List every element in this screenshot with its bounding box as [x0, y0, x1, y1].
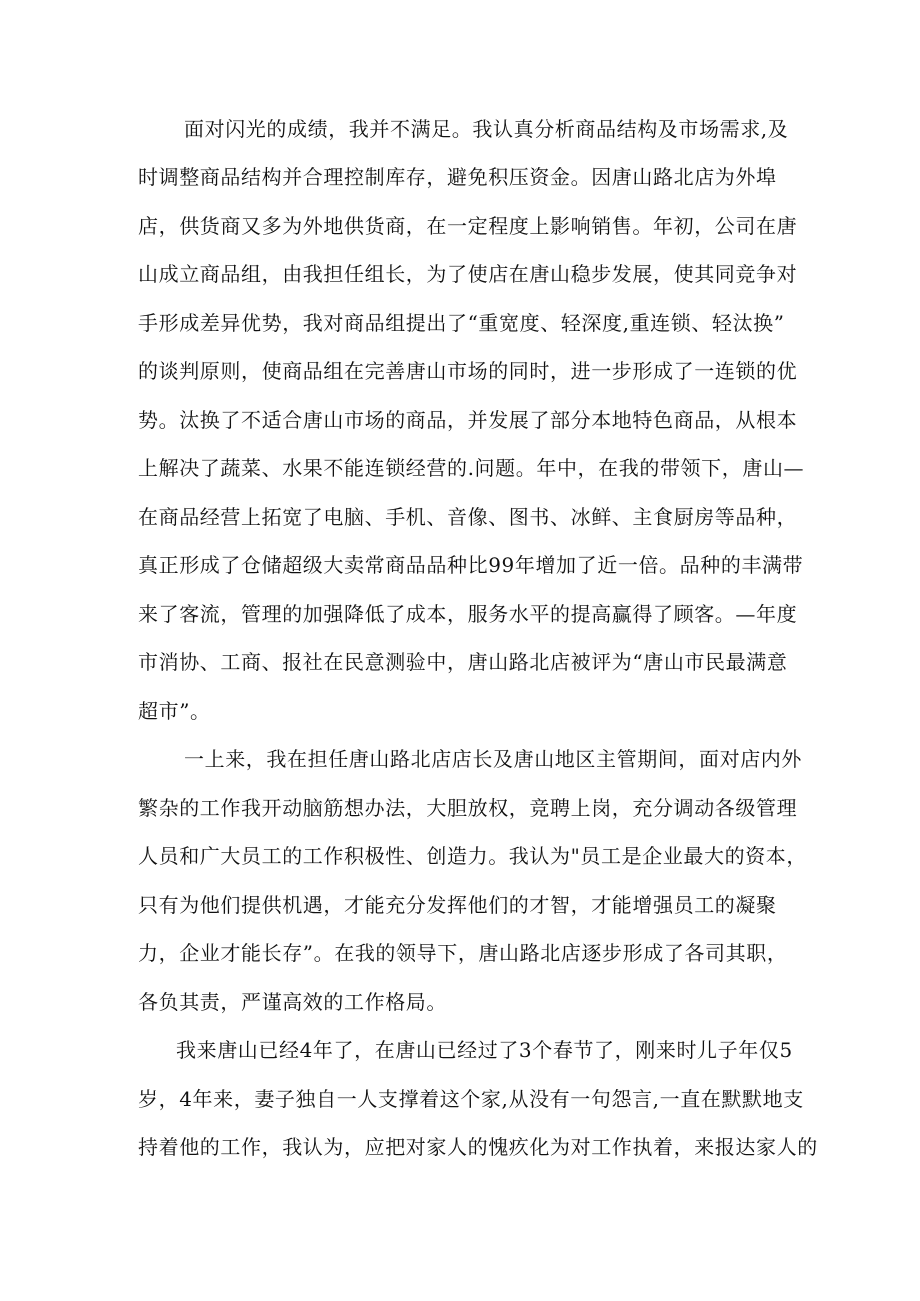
paragraph-line: 的谈判原则，使商品组在完善唐山市场的同时，进一步形成了一连锁的优 [138, 359, 798, 383]
paragraph-line: 面对闪光的成绩，我并不满足。我认真分析商品结构及市场需求,及 [184, 117, 789, 141]
paragraph-line: 店，供货商又多为外地供货商，在一定程度上影响销售。年初，公司在唐 [138, 214, 798, 238]
paragraph-line: 各负其责，严谨高效的工作格局。 [138, 990, 447, 1014]
paragraph-line: 时调整商品结构并合理控制库存，避免积压资金。因唐山路北店为外埠 [138, 165, 777, 189]
paragraph-line: 山成立商品组，由我担任组长，为了使店在唐山稳步发展，使其同竞争对 [138, 262, 798, 286]
paragraph-line: 上解决了蔬菜、水果不能连锁经营的.问题。年中，在我的带领下，唐山— [138, 456, 805, 480]
paragraph-line: 手形成差异优势，我对商品组提出了“重宽度、轻深度,重连锁、轻汰换” [138, 311, 785, 335]
paragraph-line: 力，企业才能长存”。在我的领导下，唐山路北店逐步形成了各司其职， [138, 941, 788, 965]
paragraph-line: 市消协、工商、报社在民意测验中，唐山路北店被评为“唐山市民最满意 [138, 650, 788, 674]
paragraph-line: 持着他的工作，我认为，应把对家人的愧疚化为对工作执着，来报达家人的 [138, 1135, 818, 1159]
paragraph-line: 来了客流，管理的加强降低了成本，服务水平的提高赢得了顾客。—年度 [138, 602, 798, 626]
paragraph-line: 只有为他们提供机遇，才能充分发挥他们的才智，才能增强员工的凝聚 [138, 893, 777, 917]
paragraph-line: 我来唐山已经4年了，在唐山已经过了3个春节了，刚来时儿子年仅5 [176, 1038, 793, 1062]
paragraph-line: 真正形成了仓储超级大卖常商品品种比99年增加了近一倍。品种的丰满带 [138, 553, 804, 577]
paragraph-line: 超市”。 [138, 699, 211, 723]
paragraph-line: 一上来，我在担任唐山路北店店长及唐山地区主管期间，面对店内外 [184, 747, 802, 771]
paragraph-line: 繁杂的工作我开动脑筋想办法，大胆放权，竞聘上岗，充分调动各级管理 [138, 796, 798, 820]
paragraph-line: 人员和广大员工的工作积极性、创造力。我认为"员工是企业最大的资本， [138, 844, 807, 868]
paragraph-line: 势。汰换了不适合唐山市场的商品，并发展了部分本地特色商品，从根本 [138, 408, 798, 432]
paragraph-line: 岁，4年来，妻子独自一人支撑着这个家,从没有一句怨言,一直在默默地支 [138, 1087, 804, 1111]
paragraph-line: 在商品经营上拓宽了电脑、手机、音像、图书、冰鲜、主食厨房等品种， [138, 505, 798, 529]
